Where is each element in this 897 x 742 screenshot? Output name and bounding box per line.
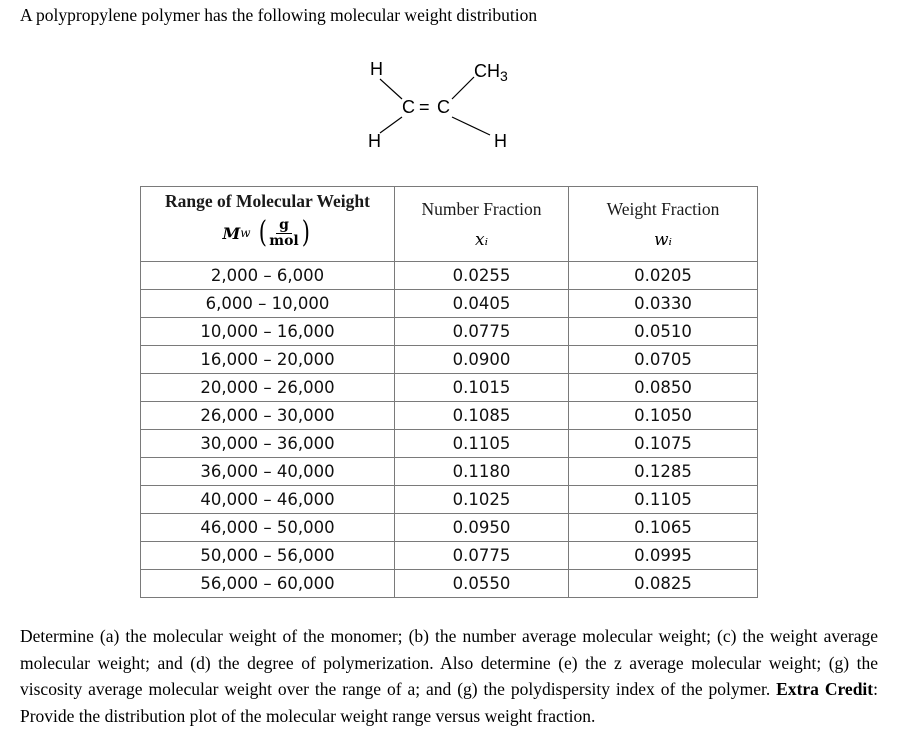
range-cell: 50,000 – 56,000: [141, 542, 395, 570]
number-fraction-cell: 0.0550: [395, 570, 569, 598]
number-fraction-cell: 0.1015: [395, 374, 569, 402]
table-row: [141, 430, 758, 458]
number-fraction-cell: 0.1105: [395, 430, 569, 458]
table-row: [141, 318, 758, 346]
bond-c-ch3: [452, 77, 474, 99]
number-fraction-cell: 0.0775: [395, 542, 569, 570]
range-cell: 6,000 – 10,000: [141, 290, 395, 318]
extra-credit-label: Extra Credit: [776, 679, 874, 699]
weight-fraction-cell: 0.0825: [569, 570, 758, 598]
header-weight-fraction-symbol: wᵢ: [654, 230, 672, 250]
range-cell: 56,000 – 60,000: [141, 570, 395, 598]
range-cell: 10,000 – 16,000: [141, 318, 395, 346]
header-weight-fraction: [569, 187, 758, 262]
number-fraction-cell: 0.0255: [395, 262, 569, 290]
atom-h-top-left: H: [370, 59, 383, 79]
table-header-row: [141, 187, 758, 262]
molecular-weight-table: [140, 186, 758, 598]
weight-fraction-cell: 0.1050: [569, 402, 758, 430]
weight-fraction-cell: 0.0705: [569, 346, 758, 374]
number-fraction-cell: 0.0405: [395, 290, 569, 318]
table-row: [141, 346, 758, 374]
atom-h-bottom-right: H: [494, 131, 507, 151]
intro-text: A polypropylene polymer has the following molecular weight distribution: [20, 5, 538, 25]
header-range: [141, 187, 395, 262]
unit-fraction: $\frac{g}{\text{mol}}$: [269, 217, 299, 249]
table-row: [141, 486, 758, 514]
table-row: [141, 374, 758, 402]
bond-h-c-top: [380, 79, 402, 99]
weight-fraction-cell: 0.0995: [569, 542, 758, 570]
atom-h-bottom-left: H: [368, 131, 381, 151]
header-weight-fraction-title: Weight Fraction: [606, 199, 720, 219]
weight-fraction-cell: 0.1065: [569, 514, 758, 542]
number-fraction-cell: 0.1025: [395, 486, 569, 514]
range-cell: 26,000 – 30,000: [141, 402, 395, 430]
group-ch3: $CH_3$: [474, 61, 508, 84]
number-fraction-cell: 0.0775: [395, 318, 569, 346]
weight-fraction-cell: 0.0205: [569, 262, 758, 290]
number-fraction-cell: 0.1180: [395, 458, 569, 486]
range-cell: 30,000 – 36,000: [141, 430, 395, 458]
table-row: [141, 402, 758, 430]
range-cell: 20,000 – 26,000: [141, 374, 395, 402]
table-row: [141, 514, 758, 542]
atom-c-right: C: [437, 97, 450, 117]
table-row: [141, 290, 758, 318]
weight-fraction-cell: 0.0510: [569, 318, 758, 346]
table-row: [141, 262, 758, 290]
range-cell: 16,000 – 20,000: [141, 346, 395, 374]
weight-fraction-cell: 0.1105: [569, 486, 758, 514]
table-row: [141, 458, 758, 486]
weight-fraction-cell: 0.0330: [569, 290, 758, 318]
header-number-fraction-symbol: xᵢ: [474, 230, 488, 250]
range-cell: 40,000 – 46,000: [141, 486, 395, 514]
weight-fraction-cell: 0.1285: [569, 458, 758, 486]
bond-h-c-bottom: [380, 117, 402, 133]
weight-fraction-cell: 0.0850: [569, 374, 758, 402]
table-row: [141, 570, 758, 598]
number-fraction-cell: 0.0950: [395, 514, 569, 542]
atom-c-left: C: [402, 97, 415, 117]
number-fraction-cell: 0.1085: [395, 402, 569, 430]
range-cell: 2,000 – 6,000: [141, 262, 395, 290]
header-range-title: Range of Molecular Weight: [165, 191, 370, 211]
bond-c-h-right: [452, 117, 490, 135]
table-row: [141, 542, 758, 570]
question-text: Determine (a) the molecular weight of the monomer; (b) the number average molecular weight; (c) the weight average molecular weight; and (d) the degree of polymerization. Also determine (e) the z average molecular weight; (g) the viscosity average molecular weight over the range of a; and (g) the polydispersity index of the polymer. Extra Credit: Provide the distribution plot of the molecular weight range versus weight fraction.: [20, 626, 878, 726]
header-number-fraction-title: Number Fraction: [421, 199, 542, 219]
propylene-structure: [358, 55, 558, 155]
range-cell: 46,000 – 50,000: [141, 514, 395, 542]
double-bond: =: [419, 97, 430, 117]
header-number-fraction: [395, 187, 569, 262]
range-cell: 36,000 – 40,000: [141, 458, 395, 486]
number-fraction-cell: 0.0900: [395, 346, 569, 374]
weight-fraction-cell: 0.1075: [569, 430, 758, 458]
header-range-symbol: M w ( $\frac{g}{\text{mol}}$ ): [222, 215, 310, 251]
